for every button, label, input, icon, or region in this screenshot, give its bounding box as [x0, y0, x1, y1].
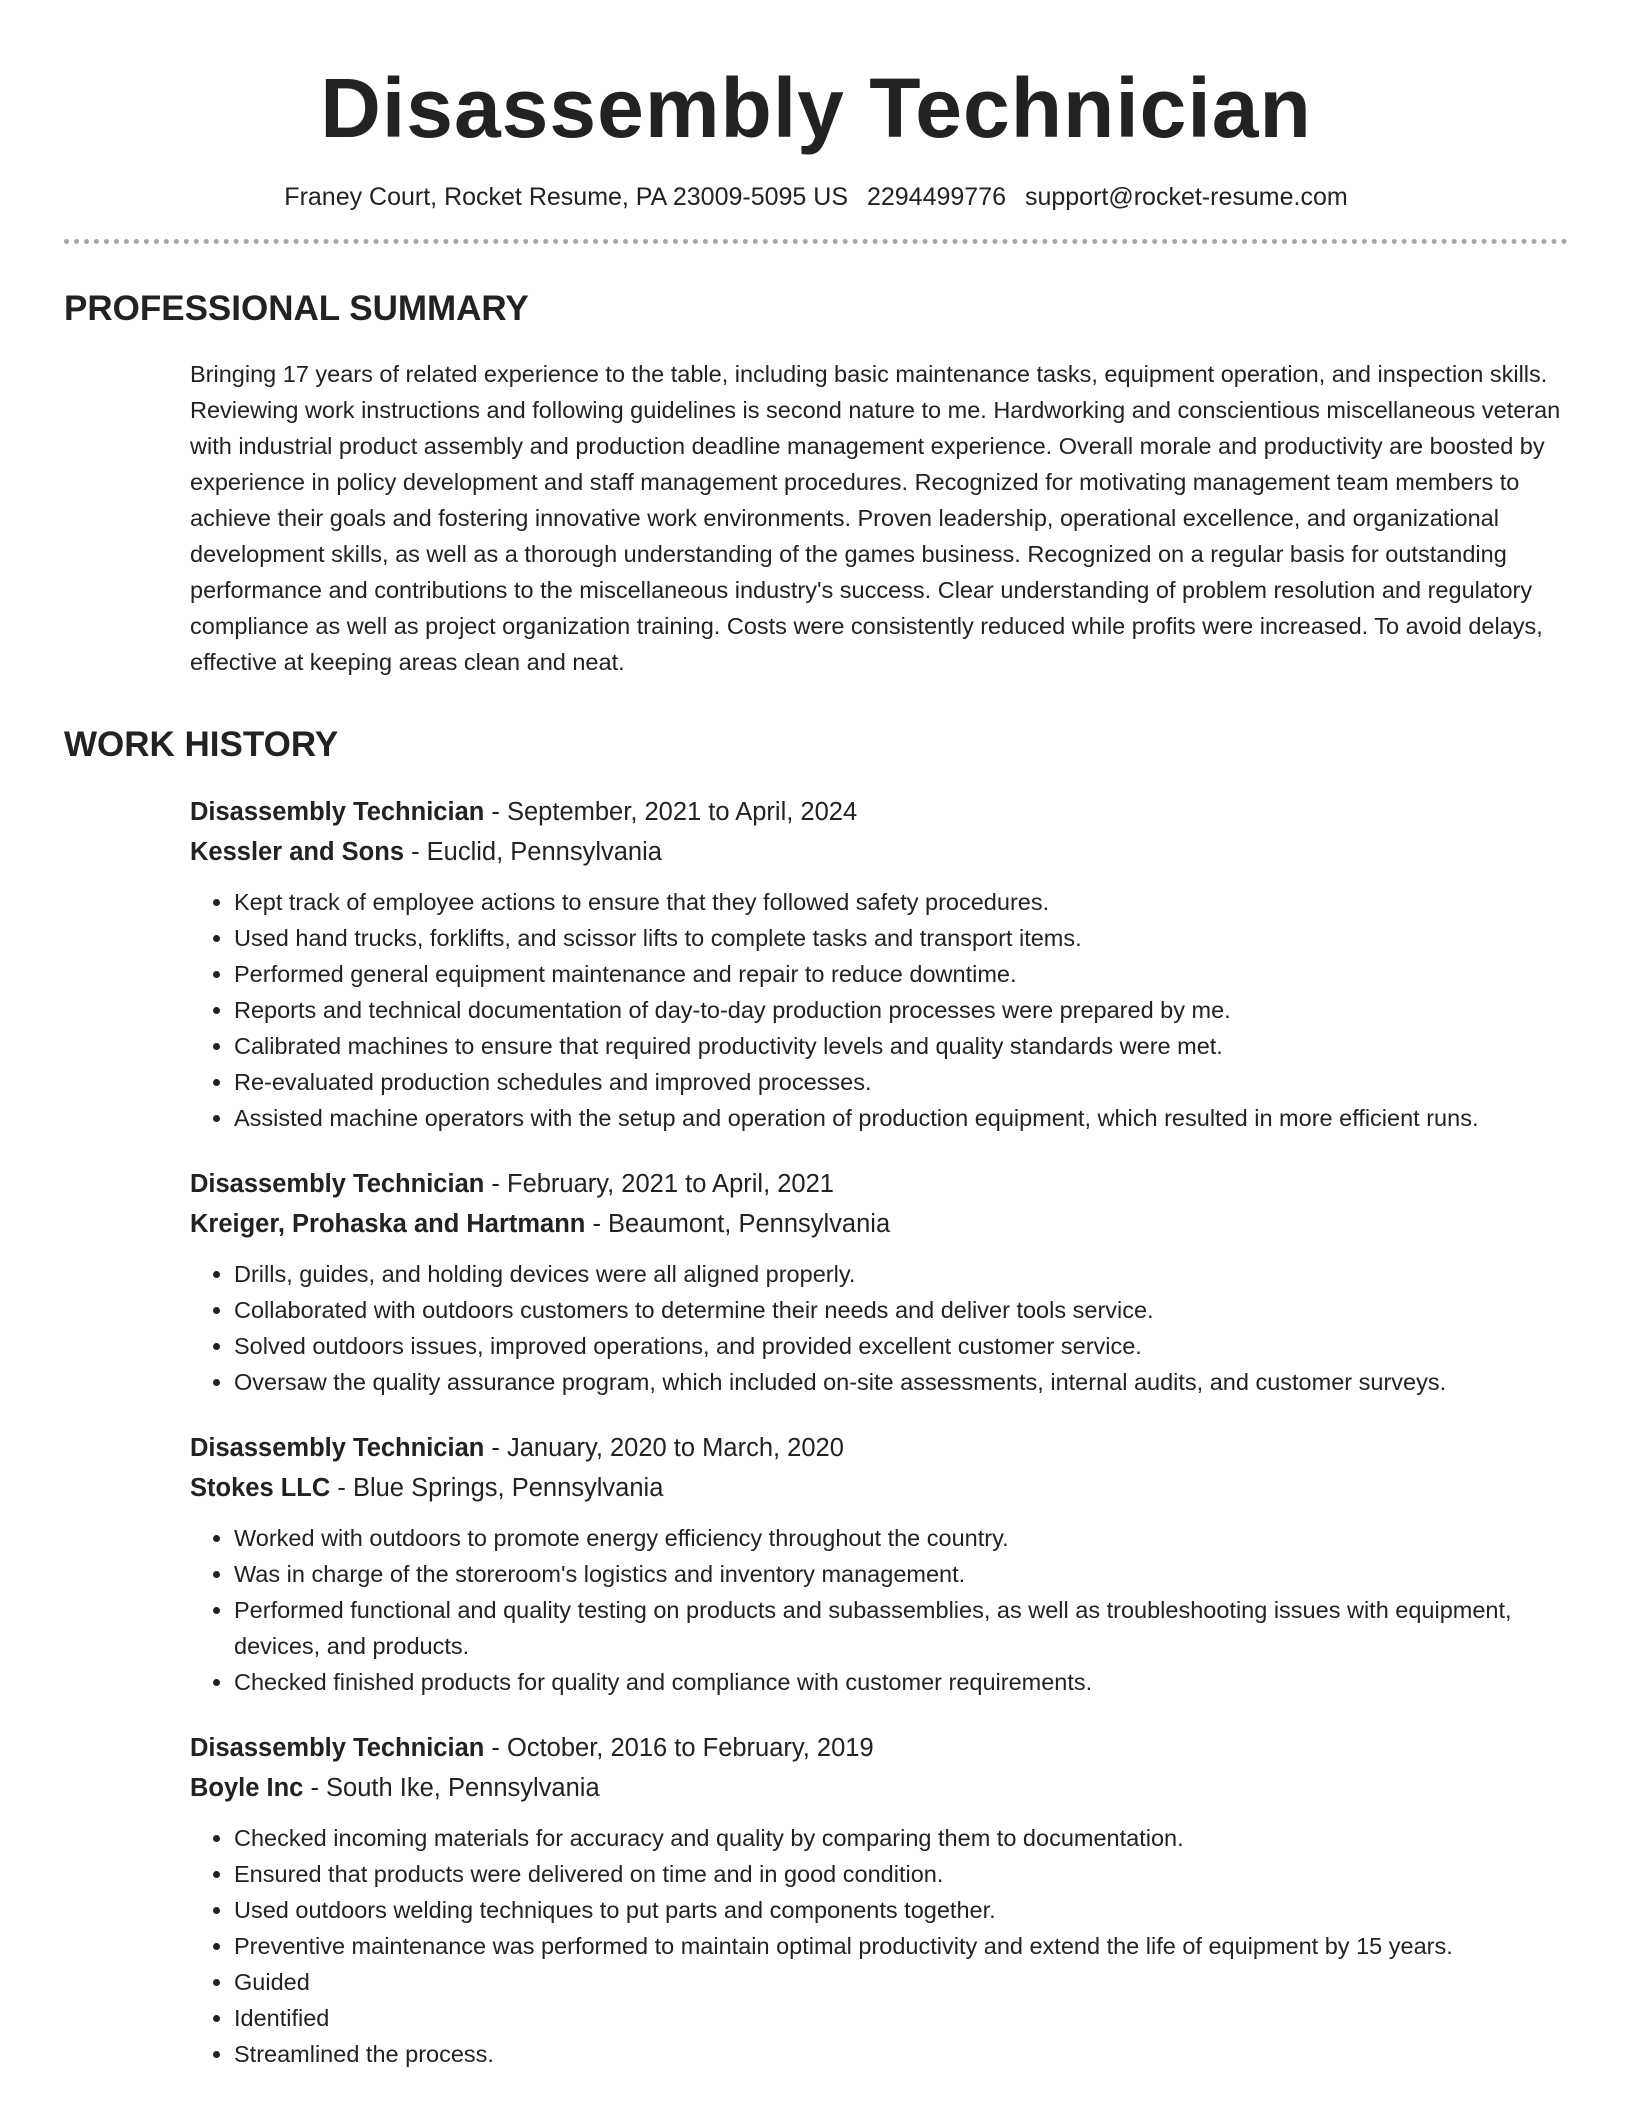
work-history-heading: WORK HISTORY — [64, 725, 339, 765]
job-bullet: • Drills, guides, and holding devices were all aligned properly. — [234, 1256, 1568, 1292]
job-company-line — [190, 1204, 1568, 1244]
contact-email: support@rocket-resume.com — [1024, 182, 1348, 211]
job-dates: - February, 2021 to April, 2021 — [484, 1170, 834, 1199]
job-dates: - September, 2021 to April, 2024 — [484, 798, 858, 827]
job-entry — [190, 792, 1568, 1136]
job-entry — [190, 1164, 1568, 1400]
job-bullet: • Checked incoming materials for accuracy and quality by comparing them to documentation. — [234, 1820, 1568, 1856]
job-title-line — [190, 1164, 1568, 1204]
job-bullet: • Collaborated with outdoors customers to determine their needs and deliver tools service. — [234, 1292, 1568, 1328]
job-role: Disassembly Technician — [190, 798, 485, 827]
job-company-line — [190, 1468, 1568, 1508]
job-bullet: • Ensured that products were delivered on time and in good condition. — [234, 1856, 1568, 1892]
job-bullets — [190, 1520, 1568, 1700]
job-bullet: • Identified — [234, 2000, 1568, 2036]
job-company: Stokes LLC — [190, 1474, 331, 1503]
job-role: Disassembly Technician — [190, 1434, 485, 1463]
job-dates: - January, 2020 to March, 2020 — [484, 1434, 844, 1463]
job-bullet: • Preventive maintenance was performed to maintain optimal productivity and extend the life of equipment by 15 years. — [234, 1928, 1568, 1964]
job-company: Kessler and Sons — [190, 838, 404, 867]
job-location: - Beaumont, Pennsylvania — [585, 1210, 891, 1239]
job-role: Disassembly Technician — [190, 1734, 485, 1763]
job-company: Boyle Inc — [190, 1774, 304, 1803]
job-bullet: • Was in charge of the storeroom's logistics and inventory management. — [234, 1556, 1568, 1592]
contact-address: Franey Court, Rocket Resume, PA 23009-5095 US — [284, 182, 849, 211]
summary-heading: PROFESSIONAL SUMMARY — [64, 289, 529, 329]
job-location: - Blue Springs, Pennsylvania — [330, 1474, 664, 1503]
job-bullet: • Solved outdoors issues, improved operations, and provided excellent customer service. — [234, 1328, 1568, 1364]
job-bullet: • Reports and technical documentation of day-to-day production processes were prepared by me. — [234, 992, 1568, 1028]
job-bullet: • Performed functional and quality testing on products and subassemblies, as well as troubleshooting issues with equipment, devices, and products. — [234, 1592, 1568, 1664]
header-divider — [64, 239, 1568, 244]
job-bullet: • Oversaw the quality assurance program, which included on-site assessments, internal audits, and customer surveys. — [234, 1364, 1568, 1400]
job-company: Kreiger, Prohaska and Hartmann — [190, 1210, 586, 1239]
job-bullet: • Assisted machine operators with the setup and operation of production equipment, which resulted in more efficient runs. — [234, 1100, 1568, 1136]
job-dates: - October, 2016 to February, 2019 — [484, 1734, 874, 1763]
job-company-line — [190, 832, 1568, 872]
candidate-name: Disassembly Technician — [320, 61, 1312, 155]
job-bullet: • Used hand trucks, forklifts, and scissor lifts to complete tasks and transport items. — [234, 920, 1568, 956]
job-location: - Euclid, Pennsylvania — [404, 838, 662, 867]
job-bullet: • Worked with outdoors to promote energy efficiency throughout the country. — [234, 1520, 1568, 1556]
contact-phone: 2294499776 — [866, 182, 1007, 211]
job-bullets — [190, 884, 1568, 1136]
summary-text: Bringing 17 years of related experience to the table, including basic maintenance tasks, equipment operation, and inspection skills. Reviewing work instructions and following guidelines is second nature to me. Hardworking and conscientious miscellaneous veteran with industrial product assembly and production deadline management experience. Overall morale and productivity are boosted by experience in policy development and staff management procedures. Recognized for motivating management team members to achieve their goals and fostering innovative work environments. Proven leadership, operational excellence, and organizational development skills, as well as a thorough understanding of the games business. Recognized on a regular basis for outstanding performance and contributions to the miscellaneous industry's success. Clear understanding of problem resolution and regulatory compliance as well as project organization training. Costs were consistently reduced while profits were increased. To avoid delays, effective at keeping areas clean and neat. — [190, 361, 1561, 676]
job-bullet: • Checked finished products for quality and compliance with customer requirements. — [234, 1664, 1568, 1700]
job-bullet: • Streamlined the process. — [234, 2036, 1568, 2072]
resume-page — [64, 40, 1568, 2072]
job-title-line — [190, 1428, 1568, 1468]
work-history-list — [190, 792, 1568, 2072]
job-entry — [190, 1428, 1568, 1700]
job-bullet: • Kept track of employee actions to ensure that they followed safety procedures. — [234, 884, 1568, 920]
contact-line — [64, 181, 1568, 214]
job-role: Disassembly Technician — [190, 1170, 485, 1199]
job-title-line — [190, 792, 1568, 832]
job-bullet: • Used outdoors welding techniques to put parts and components together. — [234, 1892, 1568, 1928]
job-location: - South Ike, Pennsylvania — [303, 1774, 600, 1803]
job-title-line — [190, 1728, 1568, 1768]
job-bullet: • Performed general equipment maintenance and repair to reduce downtime. — [234, 956, 1568, 992]
job-bullets — [190, 1256, 1568, 1400]
job-bullet: • Re-evaluated production schedules and improved processes. — [234, 1064, 1568, 1100]
job-entry — [190, 1728, 1568, 2072]
job-bullet: • Calibrated machines to ensure that required productivity levels and quality standards were met. — [234, 1028, 1568, 1064]
job-bullets — [190, 1820, 1568, 2072]
job-bullet: • Guided — [234, 1964, 1568, 2000]
job-company-line — [190, 1768, 1568, 1808]
